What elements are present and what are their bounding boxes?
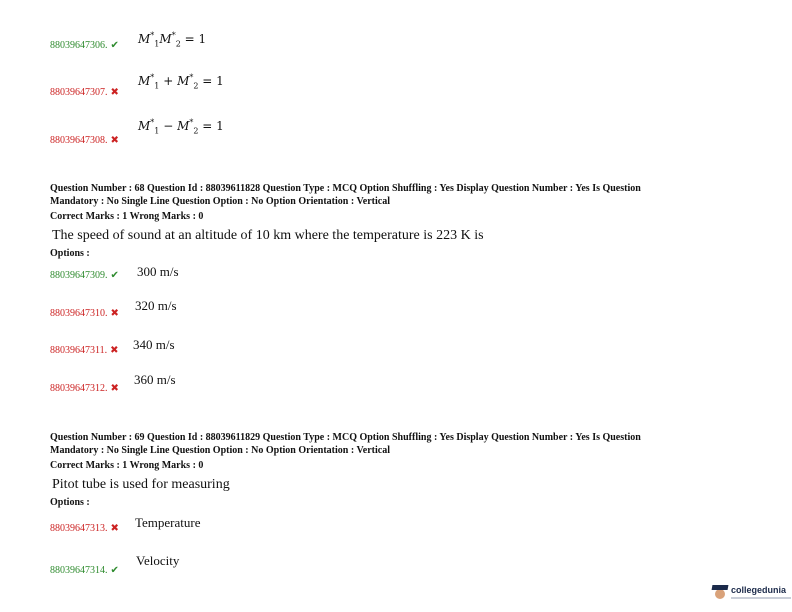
option-text: 360 m/s (134, 372, 176, 387)
option-text: 320 m/s (135, 298, 177, 313)
option-text: 300 m/s (137, 264, 179, 279)
logo-name: collegedunia (731, 585, 787, 595)
question-text: Pitot tube is used for measuring (52, 477, 230, 492)
option-id: 88039647314. ✔ (50, 565, 119, 576)
option-math: $M^*_1 + M^*_2 = 1$ (138, 73, 224, 91)
wrong-cross-icon: ✖ (110, 308, 119, 319)
option-id: 88039647313. ✖ (50, 523, 119, 534)
option-id: 88039647306. ✔ (50, 40, 119, 51)
options-label: Options : (50, 497, 90, 508)
option-id: 88039647309. ✔ (50, 270, 119, 281)
question-marks: Correct Marks : 1 Wrong Marks : 0 (50, 211, 204, 222)
option-id: 88039647307. ✖ (50, 87, 119, 98)
option-text: Temperature (135, 515, 201, 530)
correct-check-icon: ✔ (110, 40, 119, 51)
question-meta-line1: Question Number : 69 Question Id : 88039611829 Question Type : MCQ Option Shuffling : Yes Display Question Number : Yes Is Question (50, 432, 641, 443)
question-marks: Correct Marks : 1 Wrong Marks : 0 (50, 460, 204, 471)
question-meta-line1: Question Number : 68 Question Id : 88039611828 Question Type : MCQ Option Shuffling : Yes Display Question Number : Yes Is Question (50, 183, 641, 194)
options-label: Options : (50, 248, 90, 259)
option-id: 88039647308. ✖ (50, 135, 119, 146)
option-math: $M^*_1 - M^*_2 = 1$ (138, 118, 224, 136)
collegedunia-logo (712, 584, 791, 600)
option-id: 88039647312. ✖ (50, 383, 119, 394)
question-meta-line2: Mandatory : No Single Line Question Option : No Option Orientation : Vertical (50, 196, 391, 207)
correct-check-icon: ✔ (110, 270, 119, 281)
option-text: Velocity (136, 553, 180, 568)
wrong-cross-icon: ✖ (110, 345, 119, 356)
option-math: $M^*_1M^*_2 = 1$ (138, 31, 207, 49)
wrong-cross-icon: ✖ (110, 87, 119, 98)
option-id: 88039647310. ✖ (50, 308, 119, 319)
graduate-icon (712, 584, 728, 600)
question-meta-line2: Mandatory : No Single Line Question Option : No Option Orientation : Vertical (50, 445, 391, 456)
wrong-cross-icon: ✖ (110, 523, 119, 534)
correct-check-icon: ✔ (110, 565, 119, 576)
option-id: 88039647311. ✖ (50, 345, 119, 356)
wrong-cross-icon: ✖ (110, 383, 119, 394)
question-text: The speed of sound at an altitude of 10 km where the temperature is 223 K is (52, 228, 484, 243)
option-text: 340 m/s (133, 337, 175, 352)
wrong-cross-icon: ✖ (110, 135, 119, 146)
logo-tagline-bar (731, 597, 791, 599)
